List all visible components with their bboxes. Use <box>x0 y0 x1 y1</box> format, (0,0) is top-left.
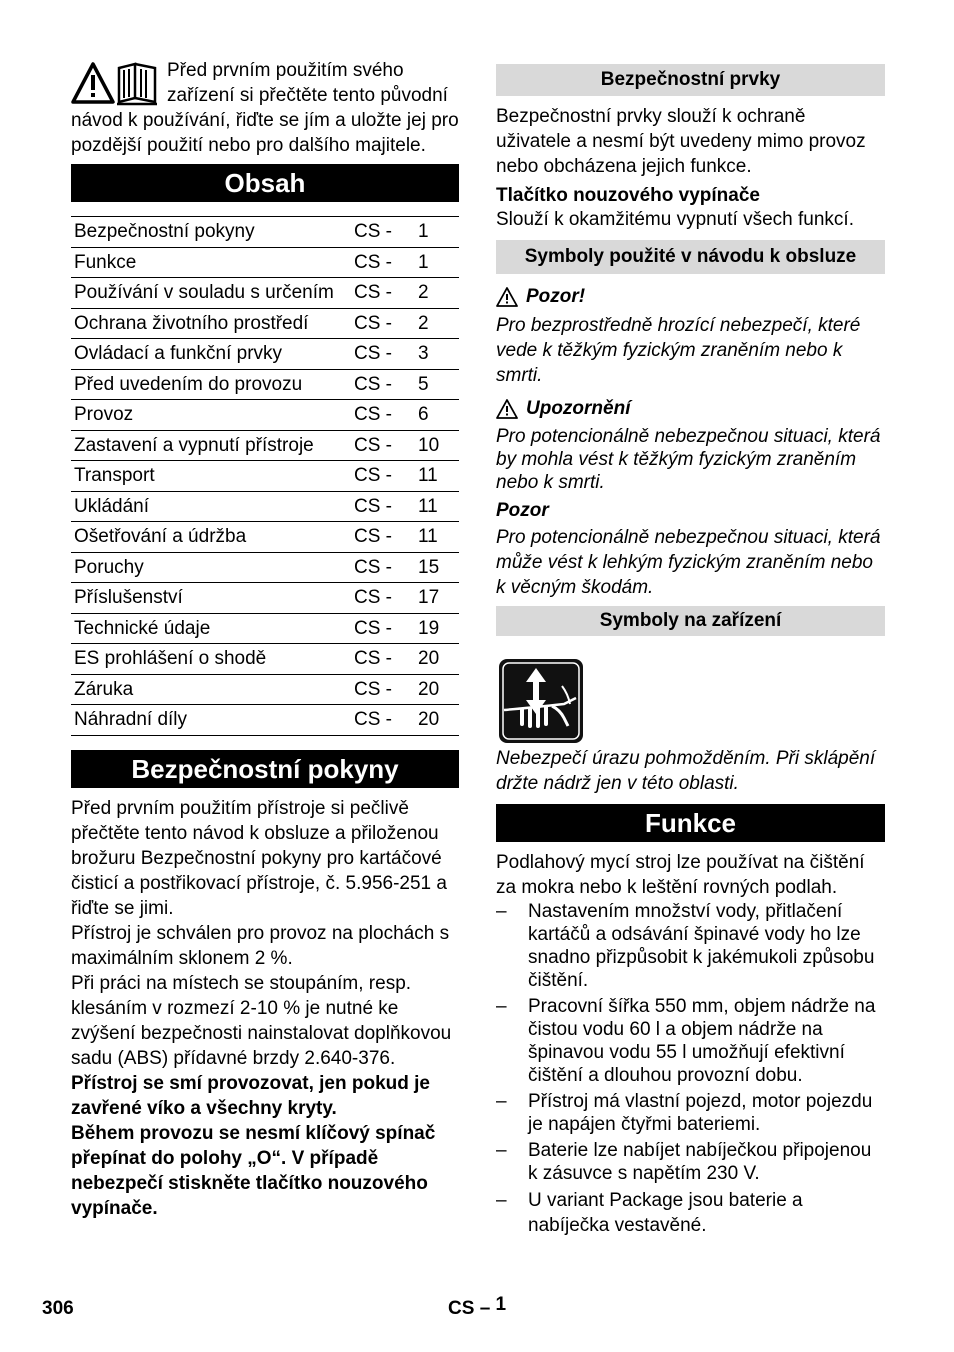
crush-hazard-hand-icon <box>498 658 584 744</box>
toc-row-cs: CS - <box>351 430 415 461</box>
toc-row-page: 19 <box>415 613 459 644</box>
list-item: – Přístroj má vlastní pojezd, motor pojezdu je napájen čtyřmi bateriemi. <box>496 1090 885 1136</box>
toc-row-page: 3 <box>415 339 459 370</box>
caution-label: Pozor <box>496 500 549 521</box>
toc-row <box>71 369 459 400</box>
toc-row-cs: CS - <box>351 613 415 644</box>
toc-row-page: 11 <box>415 522 459 553</box>
toc-row-cs: CS - <box>351 583 415 614</box>
toc-row-cs: CS - <box>351 674 415 705</box>
toc-row-cs: CS - <box>351 217 415 248</box>
toc-row-label: Technické údaje <box>71 613 351 644</box>
toc-row-label: Používání v souladu s určením <box>71 278 351 309</box>
toc-row-cs: CS - <box>351 552 415 583</box>
toc-row-page: 1 <box>415 217 459 248</box>
footer-section-page: 1 <box>495 1294 507 1315</box>
toc-row <box>71 583 459 614</box>
toc-row-label: Příslušenství <box>71 583 351 614</box>
toc-row <box>71 705 459 736</box>
danger-text: Pro bezprostředně hrozící nebezpečí, které vede k těžkým fyzickým zraněním nebo k smrti. <box>496 315 861 386</box>
toc-row-page: 20 <box>415 674 459 705</box>
toc-row-cs: CS - <box>351 278 415 309</box>
toc-row-page: 5 <box>415 369 459 400</box>
toc-row-cs: CS - <box>351 644 415 675</box>
toc-row <box>71 217 459 248</box>
toc-row-cs: CS - <box>351 705 415 736</box>
toc-row <box>71 613 459 644</box>
safety-title: Bezpečnostní pokyny <box>71 750 459 788</box>
toc-row <box>71 522 459 553</box>
toc-row <box>71 278 459 309</box>
symbols-manual-title: Symboly použité v návodu k obsluze <box>496 240 885 274</box>
right-column <box>496 64 885 1241</box>
toc-row-label: Záruka <box>71 674 351 705</box>
warning-triangle-icon <box>496 287 518 307</box>
toc-row <box>71 461 459 492</box>
toc-row-label: ES prohlášení o shodě <box>71 644 351 675</box>
list-item: – Baterie lze nabíjet nabíječkou připojenou k zásuvce s napětím 230 V. <box>496 1139 885 1185</box>
toc-row <box>71 247 459 278</box>
toc-row <box>71 644 459 675</box>
function-title: Funkce <box>496 804 885 842</box>
safety-bold-paragraph: Během provozu se nesmí klíčový spínač přepínat do polohy „O“. V případě nebezpečí stiskněte tlačítko nouzového vypínače. <box>71 1122 436 1219</box>
danger-label: Pozor! <box>526 286 586 307</box>
warning-label: Upozornění <box>526 398 631 419</box>
toc-row-cs: CS - <box>351 247 415 278</box>
warning-heading <box>496 396 885 421</box>
safety-paragraph: Přístroj je schválen pro provoz na plochách s maximálním sklonem 2 %. <box>71 922 450 969</box>
toc-row-cs: CS - <box>351 400 415 431</box>
list-item: – Nastavením množství vody, přitlačení kartáčů a odsávání špinavé vody ho lze snadno přizpůsobit k jakémukoli způsobu čištění. <box>496 900 885 992</box>
toc-table <box>71 216 459 736</box>
toc-row-label: Poruchy <box>71 552 351 583</box>
page-number: 306 <box>42 1298 74 1319</box>
toc-row <box>71 491 459 522</box>
danger-heading <box>496 284 885 309</box>
symbols-device-text: Nebezpečí úrazu pohmožděním. Při sklápění držte nádrž jen v této oblasti. <box>496 748 876 794</box>
toc-row-page: 10 <box>415 430 459 461</box>
toc-row-page: 2 <box>415 278 459 309</box>
toc-row-label: Funkce <box>71 247 351 278</box>
toc-row-page: 15 <box>415 552 459 583</box>
toc-row-cs: CS - <box>351 461 415 492</box>
warning-read-manual-icon <box>71 60 161 106</box>
list-item: – U variant Package jsou baterie a nabíječka vestavěné. <box>496 1188 885 1238</box>
toc-row-cs: CS - <box>351 491 415 522</box>
footer-dash: – <box>479 1298 491 1319</box>
warning-text: Pro potencionálně nebezpečnou situaci, která by mohla vést k těžkým fyzickým zraněním nebo k smrti. <box>496 426 881 493</box>
left-column <box>71 58 459 1221</box>
toc-row-page: 6 <box>415 400 459 431</box>
toc-title: Obsah <box>71 164 459 202</box>
toc-row-cs: CS - <box>351 522 415 553</box>
toc-row-label: Transport <box>71 461 351 492</box>
toc-row-label: Bezpečnostní pokyny <box>71 217 351 248</box>
toc-row-label: Náhradní díly <box>71 705 351 736</box>
toc-row-page: 17 <box>415 583 459 614</box>
toc-row-page: 2 <box>415 308 459 339</box>
toc-row-page: 11 <box>415 491 459 522</box>
intro-text: Před prvním použitím svého zařízení si přečtěte tento původní návod k používání, řiďte se jím a uložte jej pro pozdější použití nebo pro dalšího majitele. <box>71 60 459 156</box>
list-item: – Pracovní šířka 550 mm, objem nádrže na čistou vodu 60 l a objem nádrže na špinavou vodu 55 l umožňují efektivní čištění a dlouhou provozní dobu. <box>496 995 885 1087</box>
safety-paragraph: Při práci na místech se stoupáním, resp. klesáním v rozmezí 2-10 % je nutné ke zvýšení bezpečnosti nainstalovat doplňkovou sadu (ABS) přídavné brzdy 2.640-376. <box>71 972 452 1069</box>
toc-row <box>71 400 459 431</box>
safety-devices-text: Bezpečnostní prvky slouží k ochraně uživatele a nesmí být uvedeny mimo provoz nebo obcházena jejich funkce. <box>496 106 866 177</box>
toc-row-label: Ošetřování a údržba <box>71 522 351 553</box>
toc-row-label: Ochrana životního prostředí <box>71 308 351 339</box>
toc-row-cs: CS - <box>351 339 415 370</box>
toc-row-label: Provoz <box>71 400 351 431</box>
function-list <box>496 900 885 1238</box>
toc-row <box>71 674 459 705</box>
footer-section-code: CS <box>448 1298 475 1319</box>
toc-row-label: Ukládání <box>71 491 351 522</box>
toc-row-cs: CS - <box>351 369 415 400</box>
safety-paragraph: Před prvním použitím přístroje si pečlivě přečtěte tento návod k obsluze a přiloženou brožuru Bezpečnostní pokyny pro kartáčové čisticí a postřikovací přístroje, č. 5.956-251 a řiďte se jimi. <box>71 797 447 919</box>
toc-row-cs: CS - <box>351 308 415 339</box>
toc-row <box>71 552 459 583</box>
symbols-device-title: Symboly na zařízení <box>496 606 885 636</box>
caution-text: Pro potencionálně nebezpečnou situaci, která může vést k lehkým fyzickým zraněním nebo k věcným škodám. <box>496 527 881 598</box>
toc-row-page: 20 <box>415 644 459 675</box>
toc-row-page: 1 <box>415 247 459 278</box>
toc-row-page: 20 <box>415 705 459 736</box>
footer-section <box>448 1296 506 1321</box>
toc-row <box>71 430 459 461</box>
toc-row-label: Před uvedením do provozu <box>71 369 351 400</box>
intro <box>71 58 459 158</box>
toc-row <box>71 339 459 370</box>
safety-devices-title: Bezpečnostní prvky <box>496 64 885 96</box>
toc-row-label: Ovládací a funkční prvky <box>71 339 351 370</box>
toc-row-page: 11 <box>415 461 459 492</box>
safety-bold-paragraph: Přístroj se smí provozovat, jen pokud je zavřené víko a všechny kryty. <box>71 1072 430 1119</box>
function-intro: Podlahový mycí stroj lze používat na čištění za mokra nebo k leštění rovných podlah. <box>496 852 865 898</box>
estop-title: Tlačítko nouzového vypínače <box>496 185 760 206</box>
toc-row <box>71 308 459 339</box>
warning-triangle-icon <box>496 399 518 419</box>
estop-text: Slouží k okamžitému vypnutí všech funkcí. <box>496 209 854 230</box>
toc-row-label: Zastavení a vypnutí přístroje <box>71 430 351 461</box>
